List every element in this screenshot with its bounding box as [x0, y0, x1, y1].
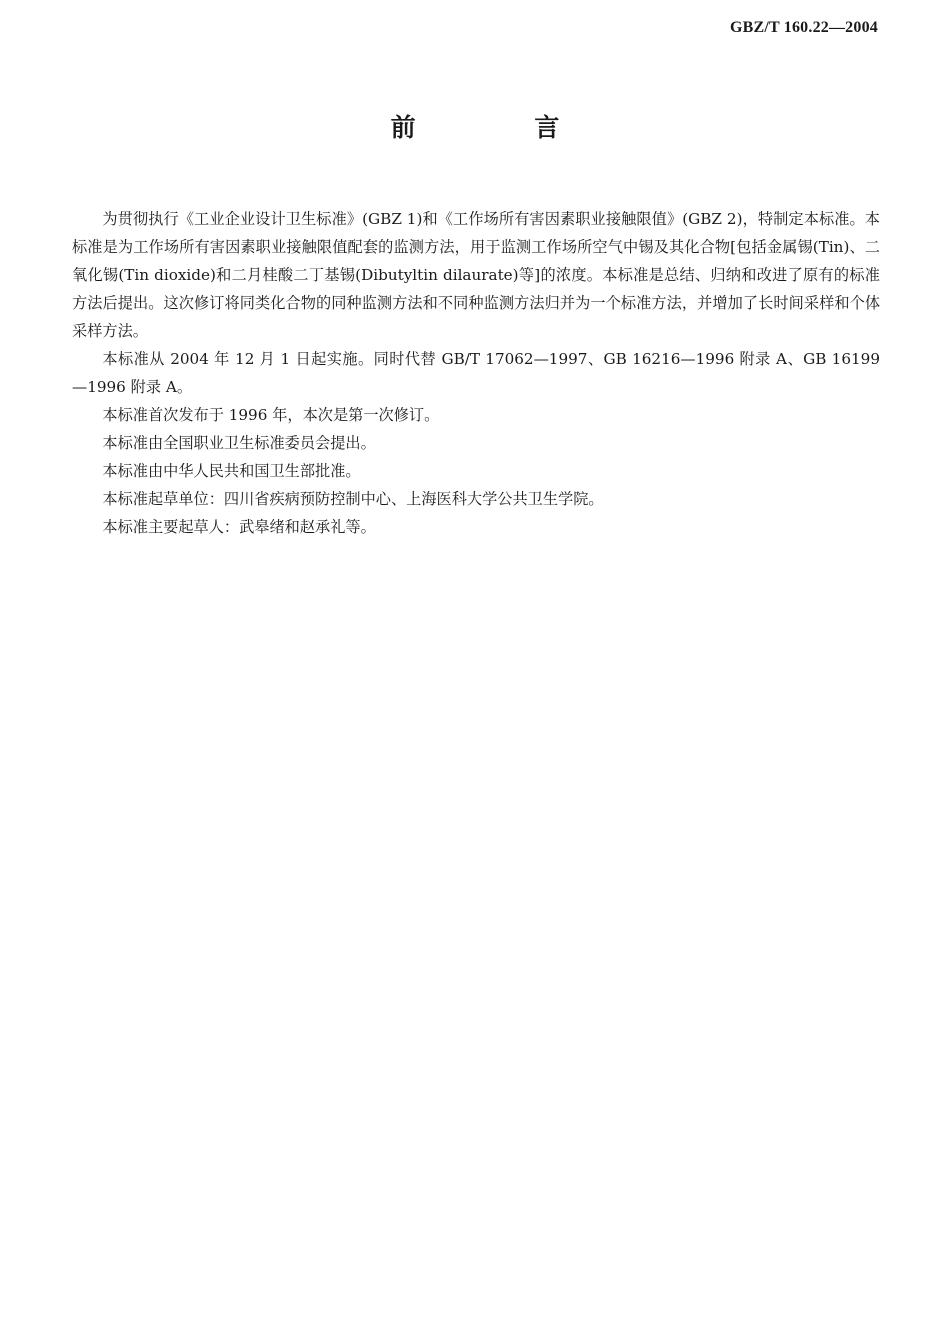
- paragraph-drafting-units: 本标准起草单位：四川省疾病预防控制中心、上海医科大学公共卫生学院。: [102, 490, 604, 508]
- paragraph-effective-date: 本标准从 2004 年 12 月 1 日起实施。同时代替 GB/T 17062—1997、GB 16216—1996 附录 A、GB 16199—1996 附录 A。: [72, 350, 880, 396]
- foreword-body: [72, 205, 880, 541]
- page-title: 前 言: [390, 113, 615, 142]
- paragraph-purpose: 为贯彻执行《工业企业设计卫生标准》(GBZ 1)和《工作场所有害因素职业接触限值》(GBZ 2)，特制定本标准。本标准是为工作场所有害因素职业接触限值配套的监测方法，用于监测工作场所空气中锡及其化合物[包括金属锡(Tin)、二氧化锡(Tin dioxide)和二月桂酸二丁基锡(Dibutyltin dilaurate)等]的浓度。本标准是总结、归纳和改进了原有的标准方法后提出。这次修订将同类化合物的同种监测方法和不同种监测方法归并为一个标准方法，并增加了长时间采样和个体采样方法。: [72, 210, 880, 340]
- paragraph-proposer: 本标准由全国职业卫生标准委员会提出。: [102, 434, 376, 452]
- paragraph-drafters: 本标准主要起草人：武皋绪和赵承礼等。: [102, 518, 376, 536]
- paragraph-approver: 本标准由中华人民共和国卫生部批准。: [102, 462, 361, 480]
- paragraph-first-release: 本标准首次发布于 1996 年，本次是第一次修订。: [102, 406, 440, 424]
- standard-code: GBZ/T 160.22—2004: [729, 19, 878, 36]
